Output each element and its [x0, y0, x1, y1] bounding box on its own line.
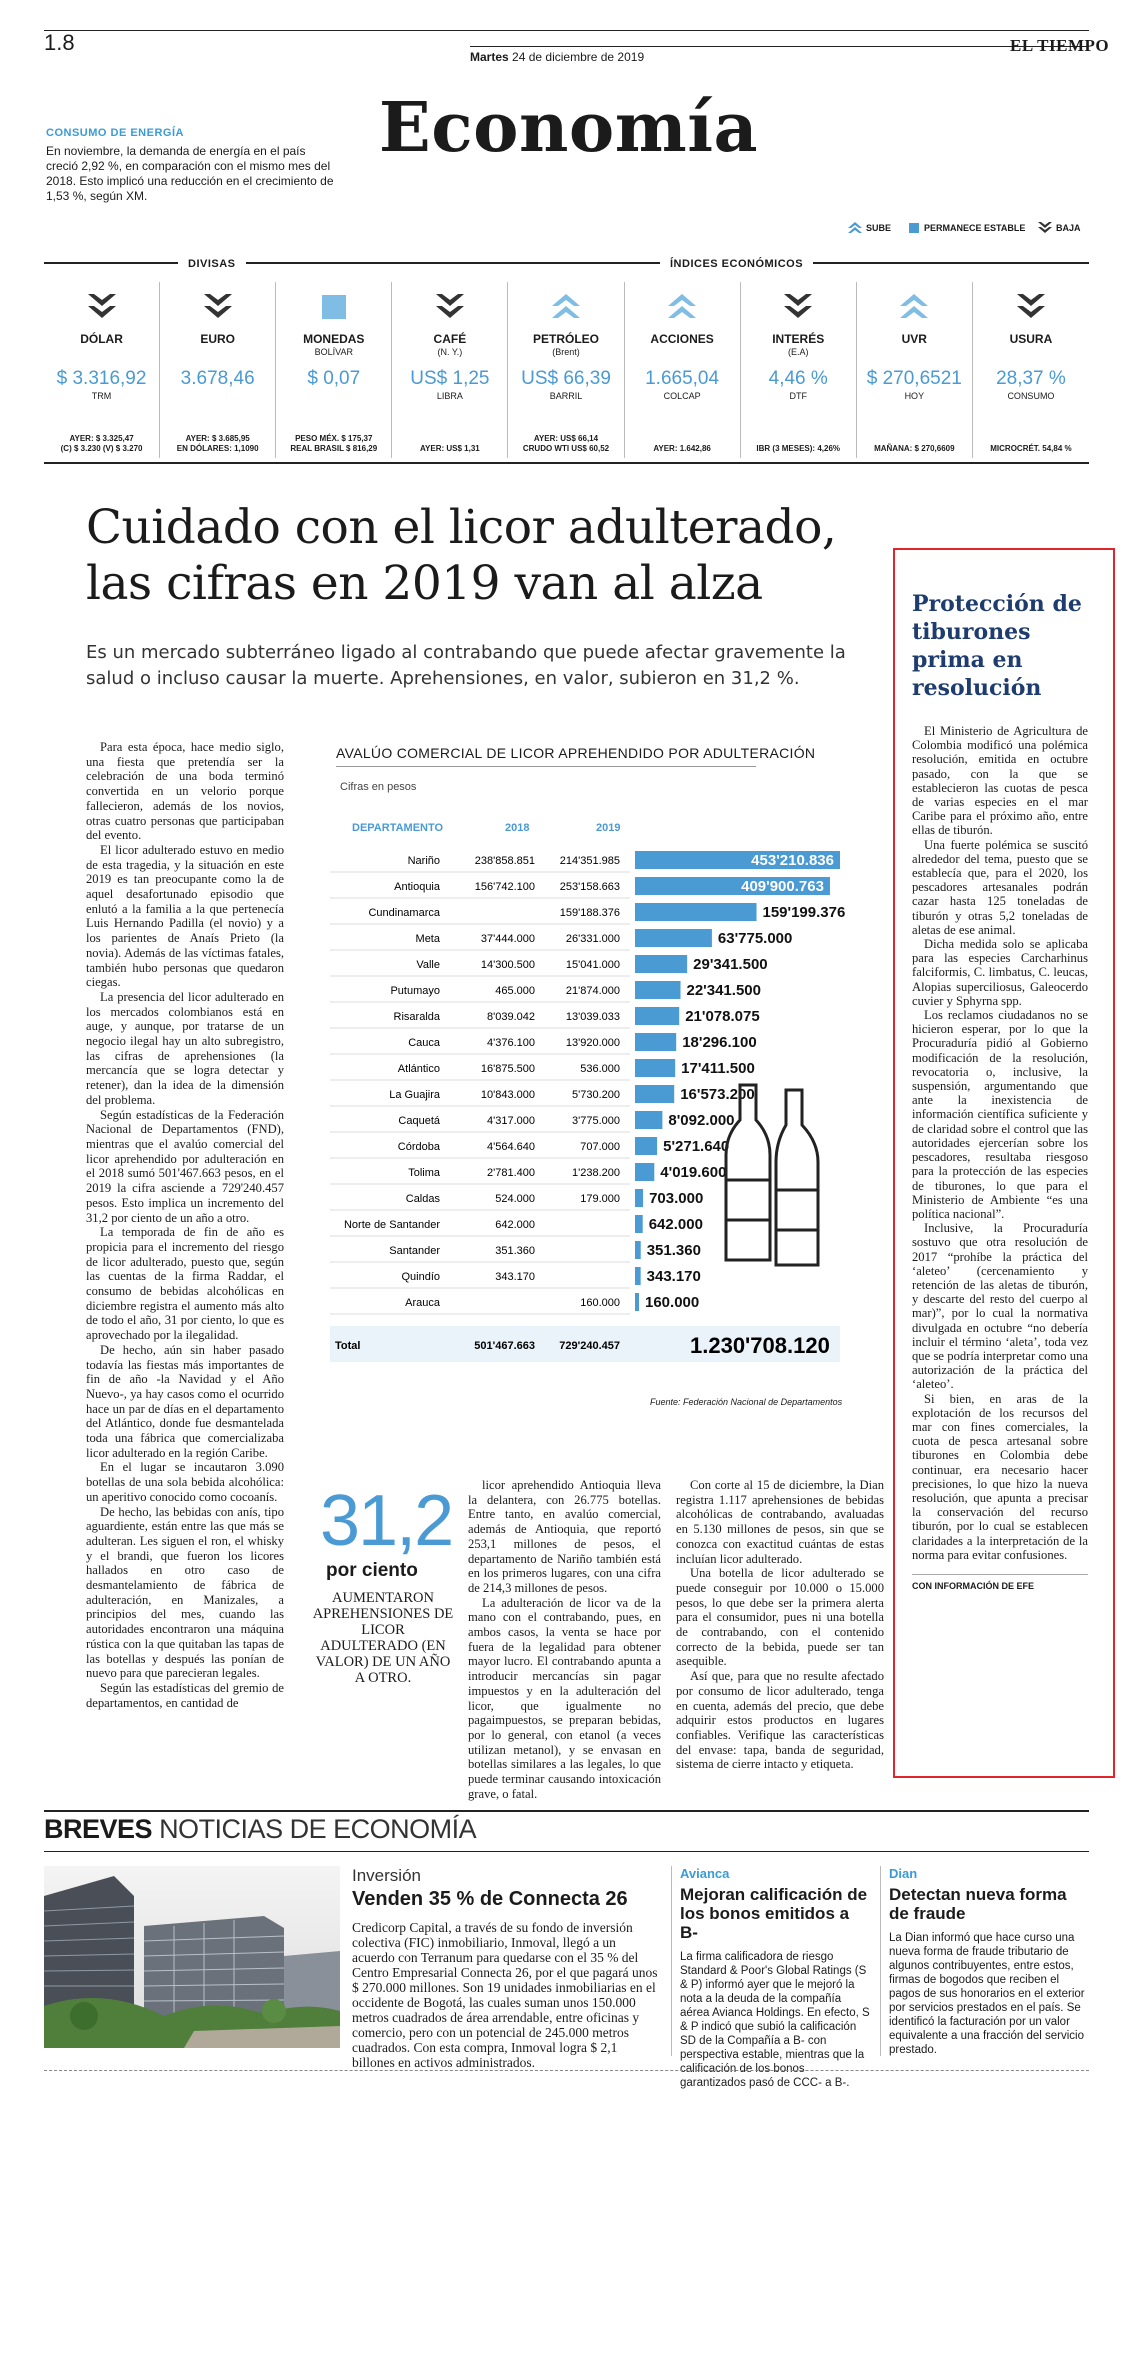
- paragraph: En el lugar se incautaron 3.090 botellas de una sola bebida alcohólica: un aperitivo conocido como cocoanís.: [86, 1460, 284, 1504]
- chart-bar: [635, 1137, 657, 1155]
- chart-title: AVALÚO COMERCIAL DE LICOR APREHENDIDO POR ADULTERACIÓN: [336, 745, 816, 761]
- sidebar-body: [912, 724, 1088, 1562]
- indicator-value: 4,46 %: [768, 368, 828, 389]
- indicator-footnote: AYER: $ 3.685,95 EN DÓLARES: 1,1090: [176, 434, 259, 453]
- breve-1-title: Venden 35 % de Connecta 26: [352, 1888, 628, 1910]
- bottles-icon: [720, 1080, 830, 1270]
- indicator-name: INTERÉS: [772, 332, 825, 346]
- chart-value-2018: 351.360: [495, 1245, 535, 1257]
- paragraph: Dicha medida solo se aplicaba para las especies Carcharhinus falciformis, C. limbatus, C. leucas, Alopias superciliosus, Galeocerdo cuvier y Sphyrna spp.: [912, 937, 1088, 1008]
- indicator-footnote: AYER: $ 3.325,47 (C) $ 3.230 (V) $ 3.270: [60, 434, 143, 453]
- paragraph: Si bien, en aras de la explotación de los recursos del mar con fines comerciales, la cuota de pesca artesanal sobre tiburones en Colombia debe continuar, era necesario hacer precisiones, lo que hizo la nueva resolución, que apunta a precisar la conservación del recurso tiburón, por lo cual se establecen claridades a la interpretación de la norma para evitar confusiones.: [912, 1391, 1088, 1562]
- article-standfirst: Es un mercado subterráneo ligado al contrabando que puede afectar gravemente la salud o incluso causar la muerte. Aprehensiones, en valor, subieron en 31,2 %.: [86, 642, 846, 689]
- breve-3-title: Detectan nueva forma de fraude: [889, 1885, 1067, 1923]
- callout-number: 31,2: [320, 1481, 453, 1561]
- chart-value-2019: 253'158.663: [559, 881, 620, 893]
- date-rule: [470, 46, 1089, 47]
- date-rest: 24 de diciembre de 2019: [512, 50, 645, 64]
- indicator-unit: BARRIL: [549, 391, 583, 401]
- section-title: Economía: [378, 88, 759, 168]
- indicator-footnote: AYER: US$ 66,14 CRUDO WTI US$ 60,52: [522, 434, 610, 453]
- breve-2-title: Mejoran calificación de los bonos emitidos a B-: [680, 1885, 868, 1942]
- chart-total-label: 16'573.200: [680, 1086, 755, 1103]
- chart-value-2018: 524.000: [495, 1193, 535, 1205]
- legend-down: [1038, 222, 1081, 234]
- article-column-1: [86, 740, 284, 1710]
- chart-dept-label: Antioquia: [394, 881, 440, 893]
- chart-value-2019: 1'238.200: [572, 1167, 620, 1179]
- chart-value-2018: 156'742.100: [474, 881, 535, 893]
- chart-value-2019: 5'730.200: [572, 1089, 620, 1101]
- indicators-bottom-rule: [44, 462, 1089, 464]
- indicator-name: EURO: [200, 332, 235, 346]
- chart-col-header-2019: 2019: [596, 822, 621, 834]
- sidebar-title: Protección de tiburones prima en resolución: [912, 591, 1082, 701]
- legend-down-label: BAJA: [1056, 223, 1081, 233]
- chart-value-2019: 13'920.000: [565, 1037, 620, 1049]
- chart-total-label: 159'199.376: [762, 904, 846, 921]
- chart-total-label: 22'341.500: [686, 982, 761, 999]
- chart-total-label: 8'092.000: [668, 1112, 735, 1129]
- indices-label: ÍNDICES ECONÓMICOS: [660, 258, 813, 270]
- indicator-acciones: [625, 282, 741, 458]
- indicator-usura: [973, 282, 1089, 458]
- down-arrow-icon: [392, 282, 507, 326]
- chart-value-2018: 8'039.042: [487, 1011, 535, 1023]
- sidebar: [912, 590, 1088, 1591]
- chart-total-label: 4'019.600: [660, 1164, 727, 1181]
- indicator-euro: [160, 282, 276, 458]
- paragraph: licor aprehendido Antioquia lleva la delantera, con 26.775 botellas. Entre tanto, en avalúo comercial, además de Antioquia, que reportó 253,1 millones de pesos, el departamento de Nariño también está en los primeros lugares, con una cifra de 214,3 millones de pesos.: [468, 1478, 661, 1595]
- indicator-subname: (N. Y.): [437, 347, 463, 357]
- breve-3-text: La Dian informó que hace curso una nueva forma de fraude tributario de algunos contribuyentes, entre estos, firmas de bogodos que reciben el pagos de sus honorarios en el exterior por servicios prestados en el país. Se identificó la facturación por un valor equivalente a una fracción del servicio prestado.: [889, 1932, 1085, 2056]
- breve-1-kicker: Inversión: [352, 1866, 421, 1885]
- chart-value-2019: 536.000: [580, 1063, 620, 1075]
- chart-total-label: 5'271.640: [663, 1138, 730, 1155]
- chart-bar: [635, 1111, 662, 1129]
- indicator-subname: [44, 347, 159, 358]
- indicator-value: 1.665,04: [645, 368, 720, 389]
- legend-flat-label: PERMANECE ESTABLE: [924, 223, 1026, 233]
- indicator-footnote: AYER: 1.642,86: [653, 444, 711, 453]
- indicator-unit: HOY: [904, 391, 925, 401]
- indicator-subname: (Brent): [552, 347, 580, 357]
- chart-dept-label: Arauca: [405, 1297, 440, 1309]
- chart-dept-label: Risaralda: [393, 1011, 440, 1023]
- up-arrow-icon: [625, 282, 740, 326]
- chart-title-rule: [336, 766, 756, 767]
- indicator-subname: BOLÍVAR: [314, 347, 353, 357]
- indicator-café: [392, 282, 508, 458]
- chart-total-label: 642.000: [648, 1216, 703, 1233]
- indicator-value: 28,37 %: [996, 368, 1066, 389]
- indicator-subname: [160, 347, 275, 358]
- indicator-name: USURA: [1009, 332, 1053, 346]
- down-arrow-icon: [44, 282, 159, 326]
- indicator-value: $ 3.316,92: [56, 368, 147, 389]
- chart-total-label: 703.000: [649, 1190, 704, 1207]
- chart-dept-label: Atlántico: [397, 1063, 440, 1075]
- article-headline: Cuidado con el licor adulterado, las cifras en 2019 van al alza: [86, 500, 837, 611]
- chart-bar: [635, 929, 712, 947]
- paragraph: El licor adulterado estuvo en medio de esta tragedia, y la situación en este 2019 es tan preocupante como la de aquel desafortunado episodio que enlutó a la familia a la que pertenecía Luis Hernando Padilla (el novio) y a los parientes de Anaís Prieto (la novia). Además de las víctimas fatales, también hubo personas que quedaron ciegas.: [86, 842, 284, 990]
- breve-item-3: [889, 1866, 1085, 2057]
- chart-total-label: 343.170: [646, 1268, 701, 1285]
- paragraph: Inclusive, la Procuraduría sostuvo que otra resolución de 2017 “prohíbe la práctica del ‘aleteo’ (cercenamiento y retención de las aletas de tiburón, y descarte del resto del cuerpo al mar)”, por lo cual la normativa divulgada en octubre “no debería incluir el término ‘aleta’, toda vez que se podría interpretar como una autorización de la práctica del ‘aleteo’.: [912, 1221, 1088, 1392]
- breves-header: [44, 1814, 476, 1845]
- chart-total-label: 29'341.500: [693, 956, 768, 973]
- indicator-value: 3.678,46: [180, 368, 255, 389]
- chart-source: Fuente: Federación Nacional de Departamentos: [650, 1397, 843, 1407]
- indicator-footnote: PESO MÉX. $ 175,37 REAL BRASIL $ 816,29: [290, 434, 378, 453]
- chart-value-2018: 343.170: [495, 1271, 535, 1283]
- chart-dept-label: Tolima: [408, 1167, 440, 1179]
- indicator-uvr: [857, 282, 973, 458]
- chart-value-2018: 238'858.851: [474, 855, 535, 867]
- chart-value-2018: 14'300.500: [480, 959, 535, 971]
- chart-value-2019: 179.000: [580, 1193, 620, 1205]
- down-arrow-icon: [160, 282, 275, 326]
- chart-bar: [635, 955, 687, 973]
- chart-value-2018: 10'843.000: [480, 1089, 535, 1101]
- breve-2-text: La firma calificadora de riesgo Standard & Poor's Global Ratings (S & P) informó ayer que le mejoró la nota a la deuda de la compañía aérea Avianca Holdings. En efecto, S & P indicó que subió la calificación SD de la Compañía a B- con perspectiva estable, mientras que la calificación de los bonos garantizados pasó de CCC- a B-.: [680, 1951, 870, 2089]
- up-arrow-icon: [857, 282, 972, 326]
- paragraph: Una botella de licor adulterado se puede conseguir por 10.000 o 15.000 pesos, lo que debe ser la primera alerta para el consumidor, pues ni una botella de contrabando, con el contenido correcto de la bebida, puede ser tan asequible.: [676, 1566, 884, 1669]
- callout-label: por ciento: [326, 1560, 418, 1581]
- paragraph: De hecho, aún sin haber pasado todavía las fiestas más importantes de fin de año -la Navidad y el Año Nuevo-, ya hay casos como el ocurrido hace un par de días en el departamento del Atlántico, donde fue desmantelada toda una fábrica que comercializaba licor adulterado en la región Caribe.: [86, 1342, 284, 1460]
- breve-item-1: [352, 1866, 662, 2070]
- chart-total-label: 63'775.000: [717, 930, 793, 947]
- chart-bar: [635, 903, 756, 921]
- breves-head-light: NOTICIAS DE ECONOMÍA: [159, 1814, 477, 1844]
- chart-col-header-2018: 2018: [505, 822, 530, 834]
- chart-dept-label: Cundinamarca: [368, 907, 440, 919]
- indicator-value: US$ 66,39: [521, 368, 611, 389]
- breve-1-text: Credicorp Capital, a través de su fondo de inversión colectiva (FIC) inmobiliario, Inmoval, llegó a un acuerdo con Terranum para quedarse con el 35 % del Centro Empresarial Connecta 26, por el que pagará unos $ 270.000 millones. Son 19 unidades inmobiliarias en el occidente de Bogotá, las cuales suman unos 150.000 metros cuadrados de área arrendable, entre oficinas y comercio, pero con un potencial de 245.000 metros cuadrados. Con esta compra, Inmoval logra $ 2,1 billones en activos administrados.: [352, 1920, 658, 2070]
- paragraph: Según las estadísticas del gremio de departamentos, en cantidad de: [86, 1681, 284, 1710]
- date-day: Martes: [470, 50, 509, 64]
- indicator-interés: [741, 282, 857, 458]
- indicator-unit: LIBRA: [436, 391, 463, 401]
- chart-bar: [635, 1293, 639, 1311]
- page-end-rule: [44, 2070, 1089, 2071]
- indicator-unit: TRM: [91, 391, 112, 401]
- paragraph: Según estadísticas de la Federación Nacional de Departamentos (FND), mientras que el avalúo comercial del licor aprehendido por adulteración en el 2018 sumó 501'467.663 pesos, en el 2019 la cifra asciende a 729'240.457 pesos. Esto implica un incremento del 31,2 por ciento de un año a otro.: [86, 1107, 284, 1225]
- chart-value-2019: 707.000: [580, 1141, 620, 1153]
- indicator-value: US$ 1,25: [410, 368, 490, 389]
- building-photo: [44, 1866, 340, 2048]
- chart-total-row-label: Total: [335, 1340, 361, 1352]
- chart-total-label: 160.000: [645, 1294, 700, 1311]
- paragraph: La temporada de fin de año es propicia para el incremento del riesgo de licor adulterado, puesto que, según las cuentas de la firma Raddar, el consumo de bebidas alcohólicas en diciembre registra el aumento más alto de todo el año, 31 por ciento, lo que es aprovechado por la ilegalidad.: [86, 1225, 284, 1343]
- up-arrow-icon: [508, 282, 623, 326]
- chart-bar: [635, 1267, 641, 1285]
- chart-value-2018: 4'376.100: [487, 1037, 535, 1049]
- article-column-3: [676, 1478, 884, 1772]
- dateline: [470, 50, 644, 64]
- newspaper-brand: EL TIEMPO: [1010, 36, 1110, 55]
- chart-total-2018: 501'467.663: [474, 1340, 535, 1352]
- chart-value-2018: 4'317.000: [487, 1115, 535, 1127]
- indicator-petróleo: [508, 282, 624, 458]
- indicators-row: [44, 282, 1089, 458]
- chart-total-label: 453'210.836: [751, 852, 834, 869]
- paragraph: De hecho, las bebidas con anís, tipo aguardiente, están entre las que más se adulteran. Les siguen el ron, el whisky y el brandi, que fueron los licores hallados en otro caso de desmantelamiento de fábrica de adulteración, en Manizales, a principios del mes, cuando las autoridades encontraron una máquina rústica con la que quitaban las tapas de las botellas y después las ponían de nuevo para que parecieran legales.: [86, 1504, 284, 1681]
- top-rule: [44, 30, 1089, 31]
- indicator-footnote: IBR (3 MESES): 4,26%: [756, 444, 840, 453]
- chart-value-2019: 21'874.000: [565, 985, 620, 997]
- chart-bar: [635, 1215, 643, 1233]
- chart-value-2019: 160.000: [580, 1297, 620, 1309]
- stable-square-icon: [276, 282, 391, 326]
- chart-total-label: 17'411.500: [681, 1060, 755, 1077]
- chart-bar: [635, 1189, 643, 1207]
- paragraph: Así que, para que no resulte afectado por consumo de licor adulterado, tenga en cuenta, además del precio, que debe adquirir estos productos en lugares confiables. Verifique las características del envase: tapa, banda de seguridad, sistema de cierre intacto y etiqueta.: [676, 1669, 884, 1772]
- chart-bar: [635, 1241, 641, 1259]
- chart-total-label: 351.360: [646, 1242, 701, 1259]
- chart-total-label: 409'900.763: [741, 878, 824, 895]
- indicator-unit: DTF: [789, 391, 807, 401]
- indicator-name: PETRÓLEO: [532, 332, 599, 346]
- paragraph: La adulteración de licor va de la mano con el contrabando, pues, en ambos casos, la venta se hace por fuera de la legalidad para obtener mayor lucro. El contrabando apunta a introducir mercancías sin pagar impuestos y en la adulteración del licor, que igualmente no pagaimpuestos, se preparan bebidas, por lo general, con etanol (a veces utilizan metanol), y se envasan en botellas similares a las legales, lo que puede terminar causando intoxicación grave, o fatal.: [468, 1595, 661, 1801]
- chart-value-2018: 16'875.500: [480, 1063, 535, 1075]
- chart-value-2019: 214'351.985: [559, 855, 620, 867]
- chart-bar: [635, 1059, 675, 1077]
- paragraph: Para esta época, hace medio siglo, una fiesta que pretendía ser la celebración de una boda terminó convertida en un velorio porque fallecieron, además de los novios, otras cuatro personas que participaban del evento.: [86, 740, 284, 843]
- chart-dept-label: Putumayo: [390, 985, 440, 997]
- chart-value-2018: 37'444.000: [480, 933, 535, 945]
- chart-col-header-dept: DEPARTAMENTO: [352, 822, 444, 834]
- chart-bar: [635, 1007, 679, 1025]
- paragraph: El Ministerio de Agricultura de Colombia modificó una polémica resolución, emitida en octubre pasado, con la que se establecieron las cuotas de pesca de varias especies en el mar Caribe para el próximo año, entre ellas de tiburón.: [912, 724, 1088, 838]
- indicator-subname: [625, 347, 740, 358]
- chart-total-2019: 729'240.457: [559, 1340, 620, 1352]
- chart-value-2019: 159'188.376: [559, 907, 620, 919]
- callout-description: AUMENTARON APREHENSIONES DE LICOR ADULTERADO (EN VALOR) DE UN AÑO A OTRO.: [312, 1590, 454, 1686]
- stable-square-icon: [908, 222, 920, 234]
- indicator-dólar: [44, 282, 160, 458]
- breve-item-2: [680, 1866, 870, 2090]
- indicator-name: DÓLAR: [80, 332, 123, 346]
- up-arrow-icon: [848, 222, 862, 234]
- chart-dept-label: Quindío: [401, 1271, 440, 1283]
- chart-dept-label: Santander: [389, 1245, 440, 1257]
- paragraph: Con corte al 15 de diciembre, la Dian registra 1.117 aprehensiones de bebidas alcohólicas de contrabando, avaluadas en 5.130 millones de pesos, sin que se conozca con exactitud cuántas de estas incluían licor adulterado.: [676, 1478, 884, 1566]
- chart-subtitle: Cifras en pesos: [340, 781, 417, 793]
- down-arrow-icon: [1038, 222, 1052, 234]
- chart-dept-label: Meta: [415, 933, 440, 945]
- chart-value-2019: 26'331.000: [565, 933, 620, 945]
- chart-dept-label: Nariño: [407, 855, 440, 867]
- chart-value-2018: 642.000: [495, 1219, 535, 1231]
- chart-grand-total: 1.230'708.120: [690, 1333, 830, 1358]
- paragraph: La presencia del licor adulterado en los mercados colombianos está en auge, y aunque, por tratarse de un negocio ilegal hay un alto subregistro, las cifras de aprehensiones (la mercancía que se logra detectar y retener), dan la idea de la dimensión del problema.: [86, 989, 284, 1107]
- paragraph: Una fuerte polémica se suscitó alrededor del tema, puesto que se establecía que, para el 2020, los pescadores artesanales podrán cazar hasta 125 toneladas de tiburón y otras 5,2 toneladas de aletas de ese animal.: [912, 837, 1088, 937]
- breve-separator: [880, 1866, 881, 2056]
- indicator-name: ACCIONES: [650, 332, 714, 346]
- breves-head-bold: BREVES: [44, 1814, 153, 1844]
- indicator-name: CAFÉ: [433, 332, 467, 346]
- breve-2-kicker: Avianca: [680, 1866, 730, 1881]
- chart-bar: [635, 1033, 676, 1051]
- chart-dept-label: Norte de Santander: [343, 1219, 440, 1231]
- chart-bar: [635, 1085, 674, 1103]
- indicator-footnote: AYER: US$ 1,31: [420, 444, 480, 453]
- chart-value-2019: 15'041.000: [565, 959, 620, 971]
- indicator-monedas: [276, 282, 392, 458]
- indicator-subname: [857, 347, 972, 358]
- indicator-footnote: MICROCRÉT. 54,84 %: [990, 444, 1072, 453]
- chart-value-2019: 13'039.033: [565, 1011, 620, 1023]
- indicator-value: $ 0,07: [307, 368, 361, 389]
- chart-dept-label: La Guajira: [389, 1089, 440, 1101]
- indicator-name: UVR: [901, 332, 927, 346]
- indicator-subname: [973, 347, 1089, 358]
- chart-dept-label: Valle: [416, 959, 440, 971]
- indicator-name: MONEDAS: [303, 332, 365, 346]
- indicator-unit: COLCAP: [663, 391, 701, 401]
- energy-text: En noviembre, la demanda de energía en el país creció 2,92 %, en comparación con el mismo mes del 2018. Esto implicó una reducción en el crecimiento de 1,53 %, según XM.: [46, 144, 334, 203]
- chart-value-2018: 4'564.640: [487, 1141, 535, 1153]
- chart-total-label: 21'078.075: [685, 1008, 760, 1025]
- chart-total-label: 18'296.100: [682, 1034, 757, 1051]
- legend-up: [848, 222, 891, 234]
- chart-value-2019: 3'775.000: [572, 1115, 620, 1127]
- indicator-subname: (E.A): [787, 347, 809, 357]
- chart-dept-label: Caldas: [405, 1193, 440, 1205]
- chart-dept-label: Cauca: [408, 1037, 440, 1049]
- chart-value-2018: 2'781.400: [487, 1167, 535, 1179]
- breve-separator: [671, 1866, 672, 2056]
- energy-kicker: CONSUMO DE ENERGÍA: [46, 127, 184, 139]
- paragraph: Los reclamos ciudadanos no se hicieron esperar, por lo que la Procuraduría pidió al Gobierno modificación de la resolución, revocatoria o, inclusive, la suspensión, argumentando que ante la inexistencia de información científica suficiente y de claridad sobre el control que las autoridades ejercerían sobre los pescadores, resultaba riesgoso para la protección de las especies de tiburones, lo que para el Ministerio de Ambiente “es una política nacional”.: [912, 1008, 1088, 1221]
- chart-dept-label: Caquetá: [398, 1115, 440, 1127]
- sidebar-credit: CON INFORMACIÓN DE EFE: [912, 1574, 1088, 1591]
- legend-flat: [908, 222, 1025, 234]
- down-arrow-icon: [741, 282, 856, 326]
- article-column-2: [468, 1478, 661, 1801]
- indicator-unit: CONSUMO: [1007, 391, 1055, 401]
- down-arrow-icon: [973, 282, 1089, 326]
- chart-dept-label: Córdoba: [397, 1141, 440, 1153]
- indicator-value: $ 270,6521: [866, 368, 962, 389]
- chart-value-2018: 465.000: [495, 985, 535, 997]
- chart-bar: [635, 1163, 654, 1181]
- legend-up-label: SUBE: [866, 223, 892, 233]
- breves-underline: [44, 1851, 1089, 1852]
- divisas-label: DIVISAS: [178, 258, 246, 270]
- breve-3-kicker: Dian: [889, 1866, 918, 1881]
- page-number: 1.8: [44, 30, 75, 55]
- indicator-footnote: MAÑANA: $ 270,6609: [874, 444, 955, 453]
- chart-bar: [635, 981, 681, 999]
- breves-top-rule: [44, 1810, 1089, 1812]
